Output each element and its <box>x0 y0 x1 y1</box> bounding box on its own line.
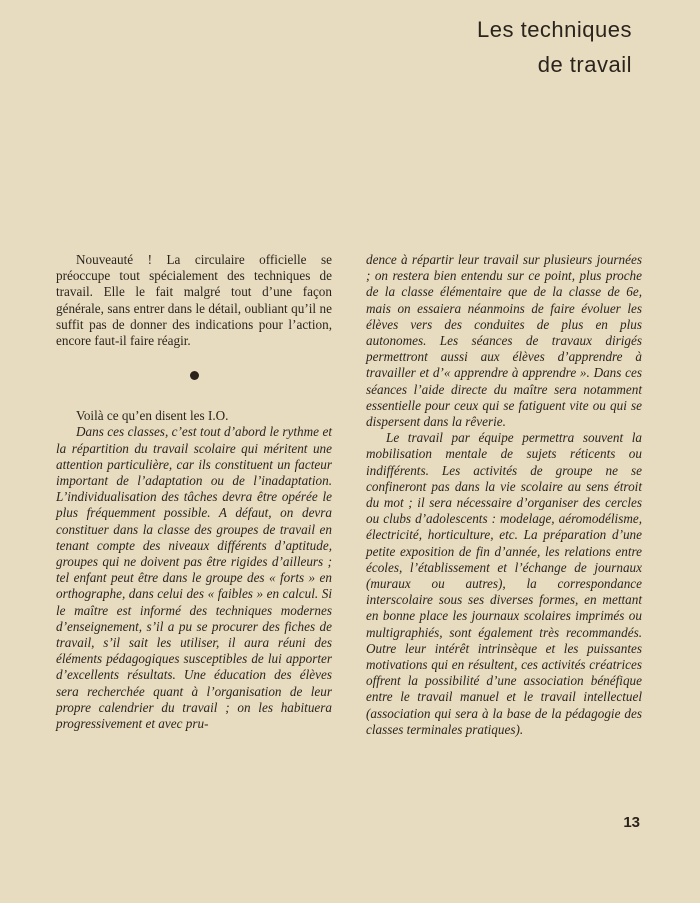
section-heading: Voilà ce qu’en disent les I.O. <box>76 408 229 424</box>
page-number: 13 <box>623 814 640 831</box>
section-bullet <box>190 371 199 380</box>
group-work-paragraph: Le travail par équipe permettra souvent la mobilisation mentale de sujets réticents ou indifférents. Les activités de groupe ne se confineront pas dans la vie scolaire au sens étroit du mot ; il sera nécessaire d’organiser des cercles ou clubs d’adolescents : modelage, aéromodélisme, électricité, horticulture, etc. La préparation d’une petite exposition de fin d’année, les relations entre écoles, l’établissement et l’échange de journaux (muraux ou autres), la correspondance interscolaire sous ses diverses formes, en mettant en bonne place les journaux scolaires imprimés ou multigraphiés, sont également très recommandés. Outre leur intérêt intrinsèque et les puissantes motivations qui en résultent, ces activités créatrices offrent la possibilité d’une association bénéfique entre le travail manuel et le travail intellectuel (association qui sera à la base de la pédagogie des classes terminales pratiques). <box>366 430 642 737</box>
left-column <box>56 252 332 732</box>
title-line-1: Les techniques <box>477 17 632 42</box>
official-instructions-quote: Dans ces classes, c’est tout d’abord le rythme et la répartition du travail scolaire qui méritent une attention particulière, car ils constituent un facteur important de l’adaptation ou de l’inadaptation. L’individualisation des tâches devra être opérée le plus fréquemment possible. A défaut, on devra constituer dans la classe des groupes de travail en tenant compte des niveaux différents d’aptitude, groupes qui ne doivent pas être rigides d’ailleurs ; tel enfant peut être dans le groupe des « forts » en orthographe, dans celui des « faibles » en calcul. Si le maître est informé des techniques modernes d’enseignement, s’il a pu se procurer des fiches de travail, s’il sait les utiliser, il aura réuni des éléments pédagogiques susceptibles de lui apporter d’excellents résultats. Une éducation des élèves sera recherchée quant à l’organisation de leur propre calendrier du travail ; on les habituera progressivement et avec pru- <box>56 424 332 732</box>
title-line-2: de travail <box>537 52 632 77</box>
continuation-paragraph: dence à répartir leur travail sur plusieurs journées ; on restera bien entendu sur ce point, plus proche de la classe élémentaire que de la classe de 6e, mais on essaiera néanmoins de faire évoluer les élèves vers des conduites de plus en plus autonomes. Les séances de travaux dirigés permettront aussi aux élèves d’apprendre à travailler et d’« apprendre à apprendre ». Dans ces séances l’aide directe du maître sera notamment essentielle pour ceux qui se fatiguent vite ou qui se dispersent dans la rêverie. <box>366 252 642 430</box>
intro-paragraph: Nouveauté ! La circulaire officielle se préoccupe tout spécialement des techniques de travail. Elle le fait malgré tout d’une façon générale, sans entrer dans le détail, oubliant qu’il ne suffit pas de donner des indications pour l’action, encore faut-il faire réagir. <box>56 252 332 349</box>
right-column <box>366 252 642 738</box>
page-title <box>477 12 632 82</box>
